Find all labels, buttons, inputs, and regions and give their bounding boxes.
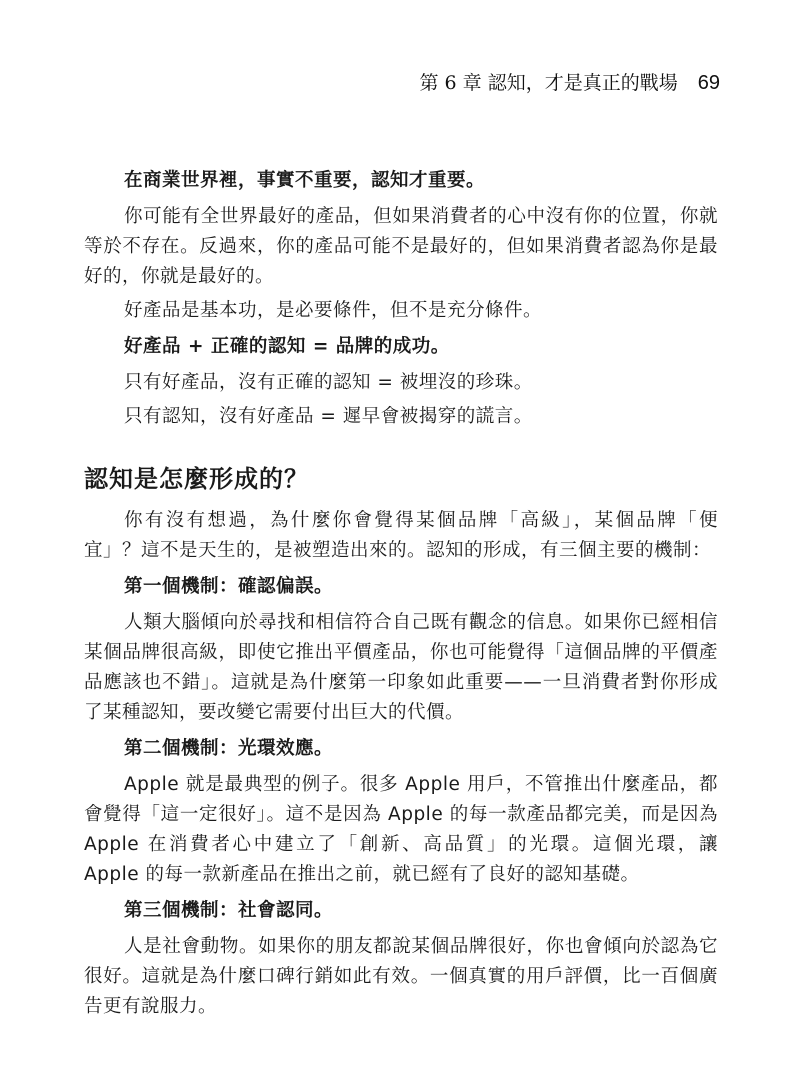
running-header bbox=[419, 68, 720, 95]
mechanism-1-text: 人類大腦傾向於尋找和相信符合自己既有觀念的信息。如果你已經相信某個品牌很高級，即使它推出平價產品，你也可能覺得「這個品牌的平價產品應該也不錯」。這就是為什麼第一印象如此重要——一旦消費者對你形成了某種認知，要改變它需要付出巨大的代價。 bbox=[84, 612, 718, 723]
paragraph: 你可能有全世界最好的產品，但如果消費者的心中沒有你的位置，你就等於不存在。反過來，你的產品可能不是最好的，但如果消費者認為你是最好的，你就是最好的。 bbox=[84, 206, 718, 287]
chapter-title: 第 6 章 認知，才是真正的戰場 bbox=[419, 72, 678, 94]
page-body bbox=[84, 160, 718, 1026]
key-statement: 在商業世界裡，事實不重要，認知才重要。 bbox=[124, 170, 486, 191]
mechanism-3-title: 第三個機制：社會認同。 bbox=[124, 900, 334, 921]
page-number: 69 bbox=[697, 72, 720, 94]
mechanism-3-text: 人是社會動物。如果你的朋友都說某個品牌很好，你也會傾向於認為它很好。這就是為什麼口碑行銷如此有效。一個真實的用戶評價，比一百個廣告更有說服力。 bbox=[84, 936, 718, 1017]
success-formula: 好產品 + 正確的認知 = 品牌的成功。 bbox=[124, 336, 450, 357]
formula-line: 只有認知，沒有好產品 = 遲早會被揭穿的謊言。 bbox=[124, 406, 533, 427]
section-heading: 認知是怎麼形成的？ bbox=[84, 465, 309, 493]
paragraph: 好產品是基本功，是必要條件，但不是充分條件。 bbox=[124, 300, 543, 321]
mechanism-2-text: Apple 就是最典型的例子。很多 Apple 用戶，不管推出什麼產品，都會覺得「這一定很好」。這不是因為 Apple 的每一款產品都完美，而是因為 Apple 在消費者心中建立了「創新、高品質」的光環。這個光環，讓 Apple 的每一款新產品在推出之前，就已經有了良好的認知基礎。 bbox=[84, 774, 718, 885]
mechanism-1-title: 第一個機制：確認偏誤。 bbox=[124, 576, 334, 597]
paragraph: 你有沒有想過，為什麼你會覺得某個品牌「高級」，某個品牌「便宜」？這不是天生的，是被塑造出來的。認知的形成，有三個主要的機制： bbox=[84, 510, 718, 561]
formula-line: 只有好產品，沒有正確的認知 = 被埋沒的珍珠。 bbox=[124, 372, 533, 393]
mechanism-2-title: 第二個機制：光環效應。 bbox=[124, 738, 334, 759]
